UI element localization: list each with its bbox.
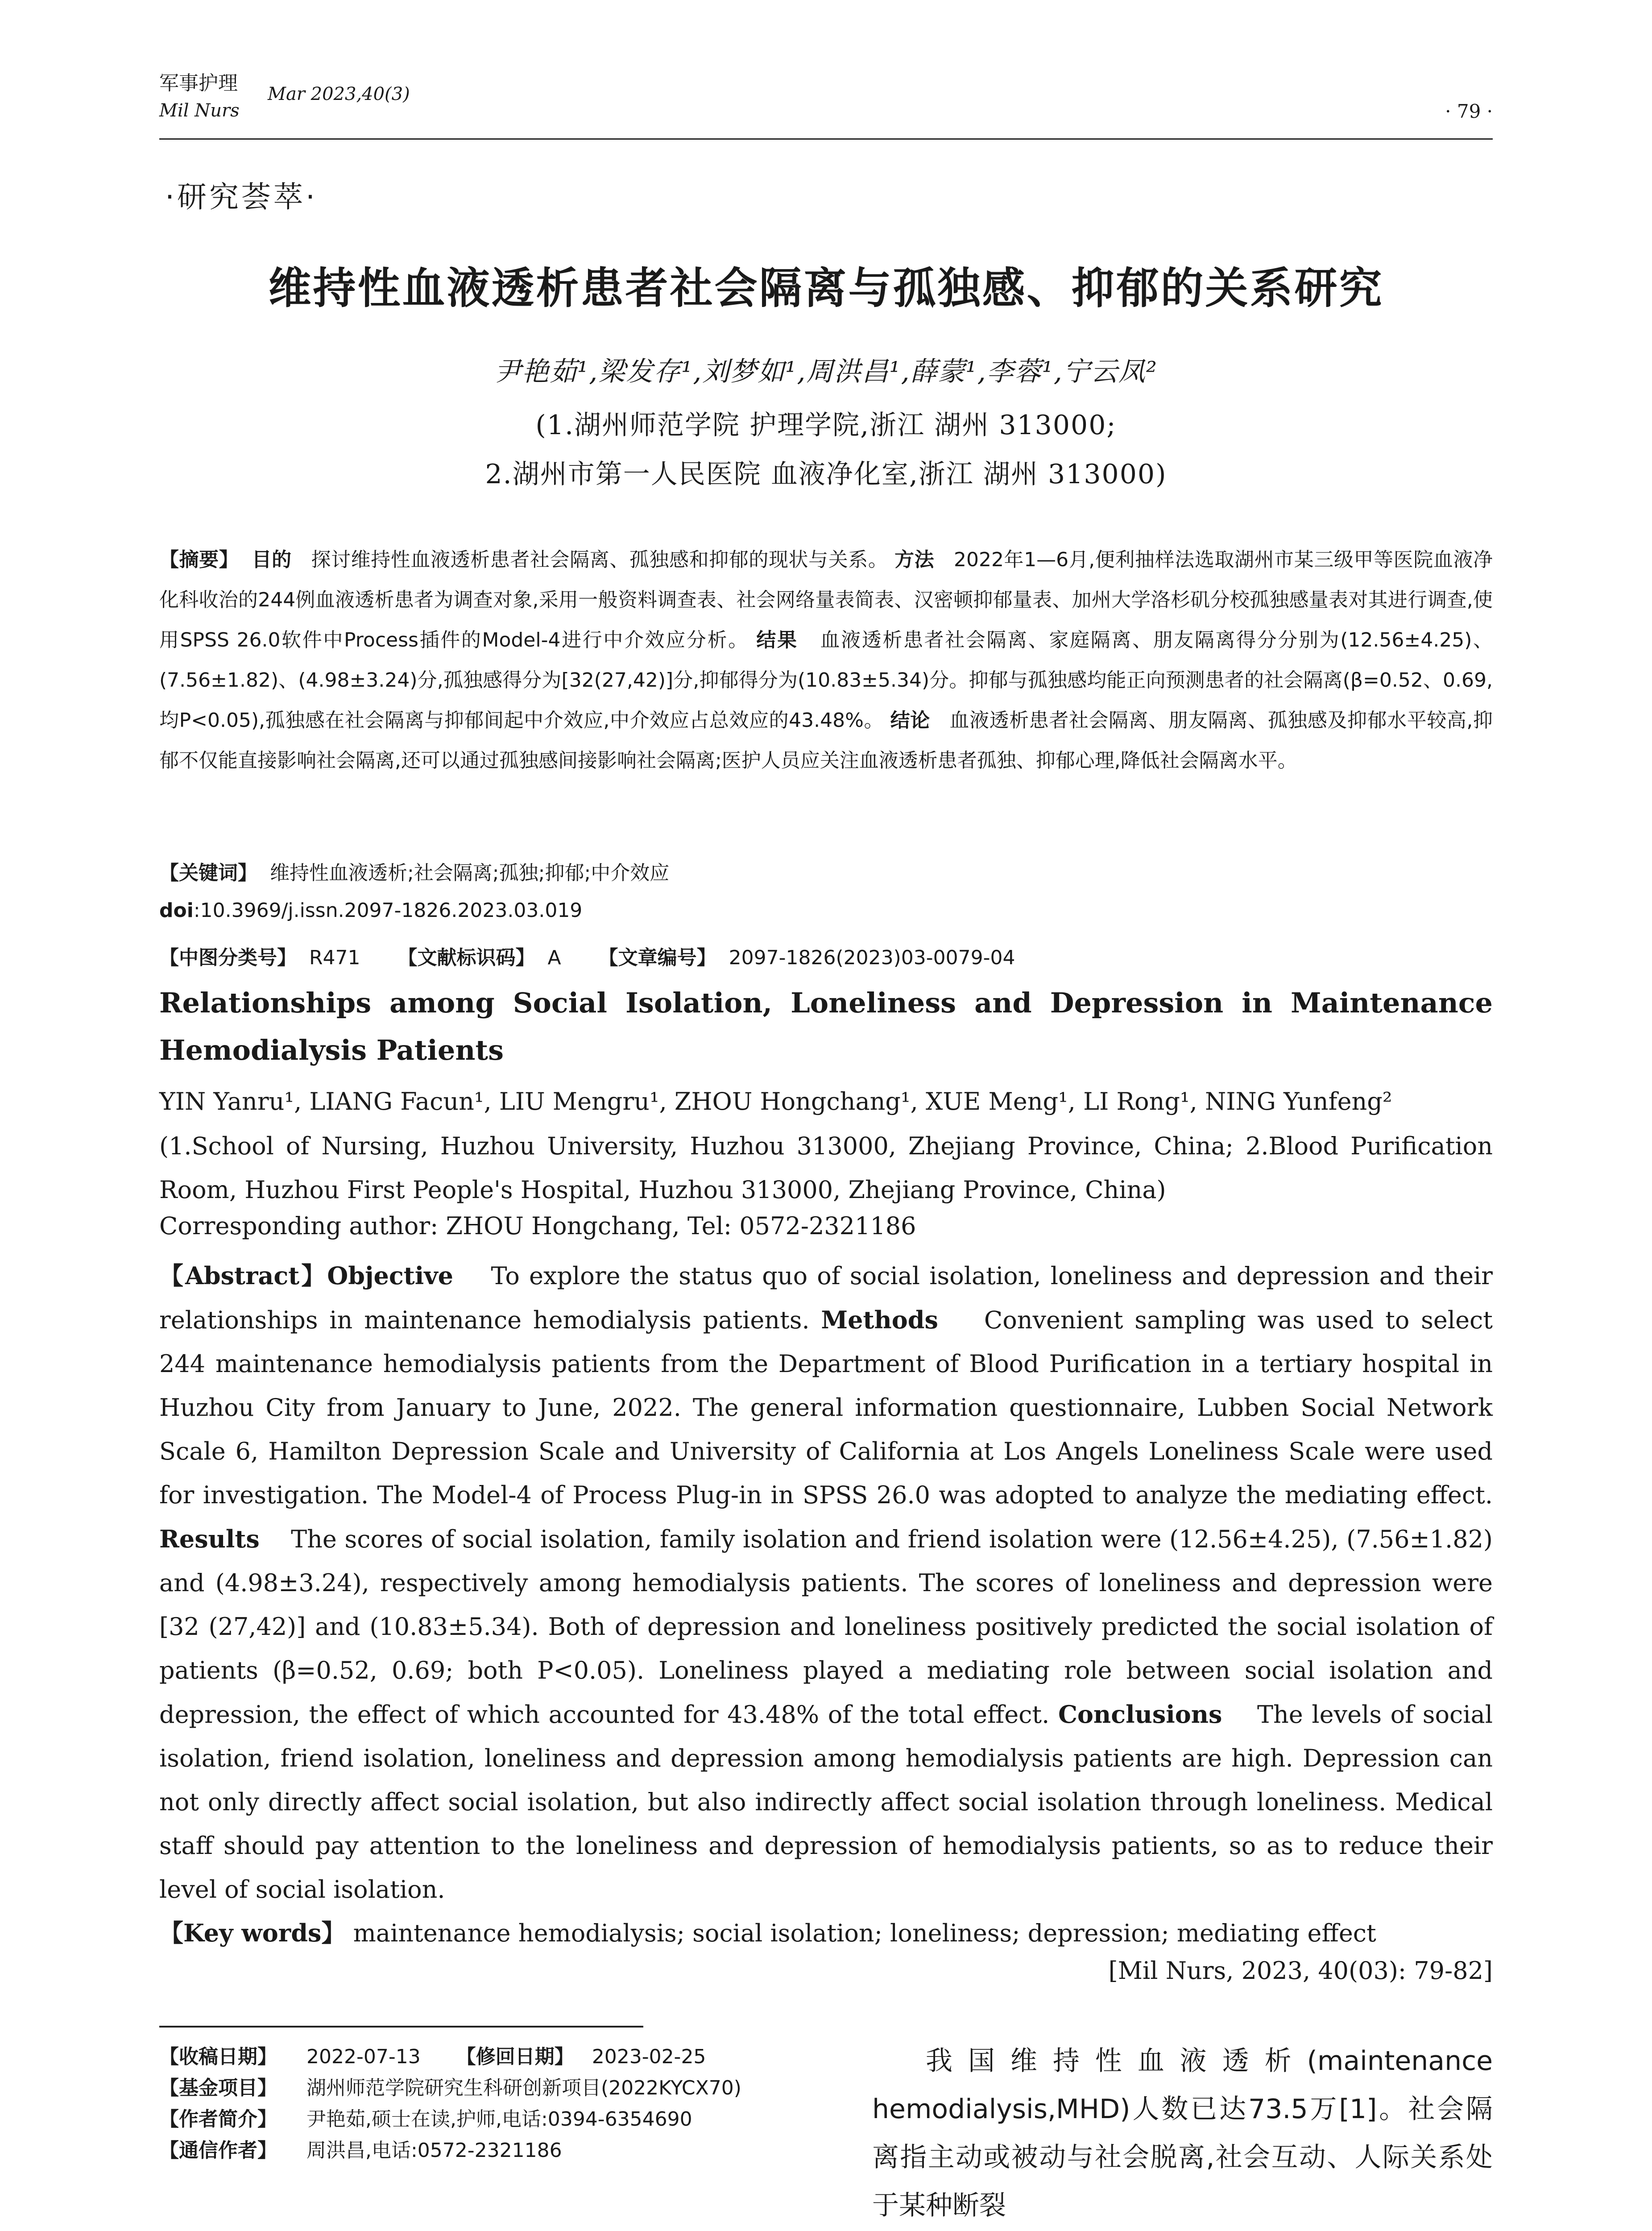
footnote-rule (159, 2026, 643, 2028)
abstract-cn-methods: 2022年1—6月,便利抽样法选取湖州市某三级甲等医院血液净化科收治的244例血液透析患者为调查对象,采用一般资料调查表、社会网络量表简表、汉密顿抑郁量表、加州大学洛杉矶分校孤独感量表对其进行调查,使用SPSS 26.0软件中Process插件的Model-4进行中介效应分析。 (159, 548, 1493, 651)
citation-en: [Mil Nurs, 2023, 40(03): 79-82] (1108, 1957, 1493, 1985)
abstract-cn-conclusion: 血液透析患者社会隔离、朋友隔离、孤独感及抑郁水平较高,抑郁不仅能直接影响社会隔离,还可以通过孤独感间接影响社会隔离;医护人员应关注血液透析患者孤独、抑郁心理,降低社会隔离水平。 (159, 709, 1493, 772)
keywords-en-label: 【Key words】 (159, 1919, 346, 1947)
revised-label: 【修回日期】 (456, 2045, 574, 2068)
footnote-author (159, 2106, 828, 2133)
abstract-cn-results-label: 结果 (756, 629, 798, 651)
classification-line (159, 941, 1493, 970)
affiliation-cn-2: 2.湖州市第一人民医院 血液净化室,浙江 湖州 313000) (485, 459, 1167, 490)
corr-text: 周洪昌,电话:0572-2321186 (306, 2139, 562, 2162)
abstract-cn-label: 【摘要】 (159, 548, 239, 571)
revised-date: 2023-02-25 (592, 2045, 706, 2068)
affiliation-en: (1.School of Nursing, Huzhou University, Huzhou 313000, Zhejiang Province, China; 2.Blood Purification Room, Huzhou First People's Hospital, Huzhou 313000, Zhejiang Province, China) (159, 1132, 1493, 1204)
abstract-en-results-label: Results (159, 1525, 260, 1553)
title-cn: 维持性血液透析患者社会隔离与孤独感、抑郁的关系研究 (268, 263, 1384, 313)
fund-label: 【基金项目】 (159, 2077, 277, 2099)
abstract-en-conclusions: The levels of social isolation, friend isolation, loneliness and depression among hemodialysis patients are high. Depression can not only directly affect social isolation, but also indirectly affect social isolation through loneliness. Medical staff should pay attention to the loneliness and depression of hemodialysis patients, so as to reduce their level of social isolation. (159, 1700, 1493, 1903)
fund-text: 湖州师范学院研究生科研创新项目(2022KYCX70) (306, 2077, 741, 2099)
author-bio-text: 尹艳茹,硕士在读,护师,电话:0394-6354690 (306, 2108, 692, 2131)
journal-issue: Mar 2023,40(3) (268, 84, 410, 104)
keywords-cn-label: 【关键词】 (159, 862, 257, 884)
keywords-cn (159, 857, 1493, 885)
clc-label: 【中图分类号】 (159, 946, 297, 969)
footnote-corresponding (159, 2137, 828, 2164)
abstract-en-methods: Convenient sampling was used to select 244 maintenance hemodialysis patients from the Department of Blood Purification in a tertiary hospital in Huzhou City from January to June, 2022. The general information questionnaire, Lubben Social Network Scale 6, Hamilton Depression Scale and University of California at Los Angels Loneliness Scale were used for investigation. The Model-4 of Process Plug-in in SPSS 26.0 was adopted to analyze the mediating effect. (159, 1306, 1493, 1509)
authors-cn: 尹艳茹¹,梁发存¹,刘梦如¹,周洪昌¹,薛蒙¹,李蓉¹,宁云凤² (494, 356, 1158, 387)
keywords-en-text: maintenance hemodialysis; social isolation; loneliness; depression; mediating effect (353, 1919, 1376, 1947)
article-value: 2097-1826(2023)03-0079-04 (729, 946, 1015, 969)
journal-name-cn: 军事护理 (159, 72, 238, 95)
article-label: 【文章编号】 (598, 946, 716, 969)
authors-en: YIN Yanru¹, LIANG Facun¹, LIU Mengru¹, ZHOU Hongchang¹, XUE Meng¹, LI Rong¹, NING Yunfeng² (159, 1087, 1392, 1116)
code-value: A (547, 946, 561, 969)
body-text: 我国维持性血液透析(maintenance hemodialysis,MHD)人数已达73.5万[1]。社会隔离指主动或被动与社会脱离,社会互动、人际关系处于某种断裂 (872, 2045, 1493, 2221)
author-bio-label: 【作者简介】 (159, 2108, 277, 2131)
column-label: ·研究荟萃· (165, 180, 318, 214)
abstract-cn-results: 血液透析患者社会隔离、家庭隔离、朋友隔离得分分别为(12.56±4.25)、(7.56±1.82)、(4.98±3.24)分,孤独感得分为[32(27,42)]分,抑郁得分为(10.83±5.34)分。抑郁与孤独感均能正向预测患者的社会隔离(β=0.52、0.69,均P<0.05),孤独感在社会隔离与抑郁间起中介效应,中介效应占总效应的43.48%。 (159, 629, 1493, 732)
abstract-en-conclusions-label: Conclusions (1058, 1700, 1222, 1729)
abstract-cn-methods-label: 方法 (894, 548, 935, 571)
abstract-en-results: The scores of social isolation, family isolation and friend isolation were (12.56±4.25), (7.56±1.82) and (4.98±3.24), respectively among hemodialysis patients. The scores of loneliness and depression were [32 (27,42)] and (10.83±5.34). Both of depression and loneliness positively predicted the social isolation of patients (β=0.52, 0.69; both P<0.05). Loneliness played a mediating role between social isolation and depression, the effect of which accounted for 43.48% of the total effect. (159, 1525, 1493, 1729)
abstract-en-objective: To explore the status quo of social isolation, loneliness and depression and their relationships in maintenance hemodialysis patients. (159, 1262, 1493, 1334)
abstract-cn (159, 540, 1493, 781)
abstract-cn-objective: 探讨维持性血液透析患者社会隔离、孤独感和抑郁的现状与关系。 (311, 548, 888, 571)
corresponding-author-en: Corresponding author: ZHOU Hongchang, Tel: 0572-2321186 (159, 1212, 916, 1240)
abstract-cn-objective-label: 目的 (252, 548, 292, 571)
footnote-fund (159, 2075, 828, 2102)
abstract-en-methods-label: Methods (821, 1306, 938, 1334)
keywords-cn-text: 维持性血液透析;社会隔离;孤独;抑郁;中介效应 (269, 862, 670, 884)
footnote-dates (159, 2044, 828, 2070)
code-label: 【文献标识码】 (397, 946, 535, 969)
abstract-en-objective-label: Objective (327, 1261, 453, 1290)
page-number: · 79 · (1445, 100, 1493, 122)
journal-name-en: Mil Nurs (159, 100, 240, 121)
title-en: Relationships among Social Isolation, Loneliness and Depression in Maintenance Hemodialysis Patients (159, 987, 1493, 1066)
abstract-en (159, 1254, 1493, 1912)
abstract-cn-conclusion-label: 结论 (890, 709, 930, 732)
header-rule (159, 138, 1493, 140)
clc-value: R471 (309, 946, 360, 969)
doi-label: doi (159, 899, 194, 922)
affiliation-cn-1: (1.湖州师范学院 护理学院,浙江 湖州 313000; (535, 410, 1117, 441)
abstract-en-label: 【Abstract】 (159, 1261, 327, 1290)
received-date: 2022-07-13 (306, 2045, 421, 2068)
received-label: 【收稿日期】 (159, 2045, 277, 2068)
keywords-en (159, 1914, 1493, 1949)
doi (159, 899, 1493, 922)
doi-text: :10.3969/j.issn.2097-1826.2023.03.019 (193, 899, 583, 922)
corr-label: 【通信作者】 (159, 2139, 277, 2162)
